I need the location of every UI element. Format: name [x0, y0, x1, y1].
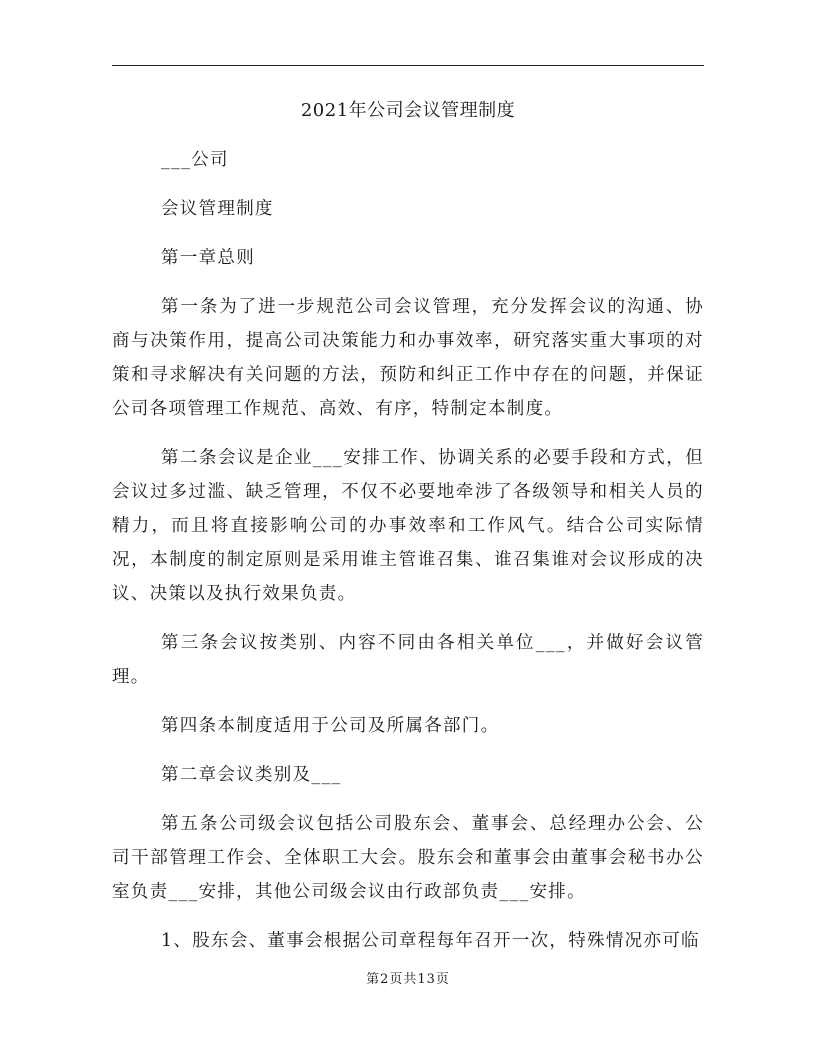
document-body: [112, 143, 704, 958]
header-rule: [112, 65, 704, 66]
chapter-heading-2: 第二章会议类别及___: [161, 765, 342, 785]
article-2: 第二条会议是企业___安排工作、协调关系的必要手段和方式，但会议过多过滥、缺乏管理，不仅不必要地牵涉了各级领导和相关人员的精力，而且将直接影响公司的办事效率和工作风气。结合公司实际情况，本制度的制定原则是采用谁主管谁召集、谁召集谁对会议形成的决议、决策以及执行效果负责。: [112, 448, 704, 604]
list-item-1: 1、股东会、董事会根据公司章程每年召开一次，特殊情况亦可临: [161, 931, 700, 951]
article-1: 第一条为了进一步规范公司会议管理，充分发挥会议的沟通、协商与决策作用，提高公司决策能力和办事效率，研究落实重大事项的对策和寻求解决有关问题的方法，预防和纠正工作中存在的问题，并保证公司各项管理工作规范、高效、有序，特制定本制度。: [112, 297, 704, 419]
article-3: 第三条会议按类别、内容不同由各相关单位___，并做好会议管理。: [112, 633, 704, 687]
article-5: 第五条公司级会议包括公司股东会、董事会、总经理办公会、公司干部管理工作会、全体职工大会。股东会和董事会由董事会秘书办公室负责___安排，其他公司级会议由行政部负责___安排。: [112, 814, 704, 902]
chapter-heading-1: 第一章总则: [161, 248, 255, 268]
article-4: 第四条本制度适用于公司及所属各部门。: [161, 716, 500, 736]
company-line: ___公司: [161, 150, 229, 170]
section-name: 会议管理制度: [161, 199, 274, 219]
page-number: 第2页共13页: [366, 972, 450, 987]
document-title: 2021年公司会议管理制度: [300, 100, 516, 121]
